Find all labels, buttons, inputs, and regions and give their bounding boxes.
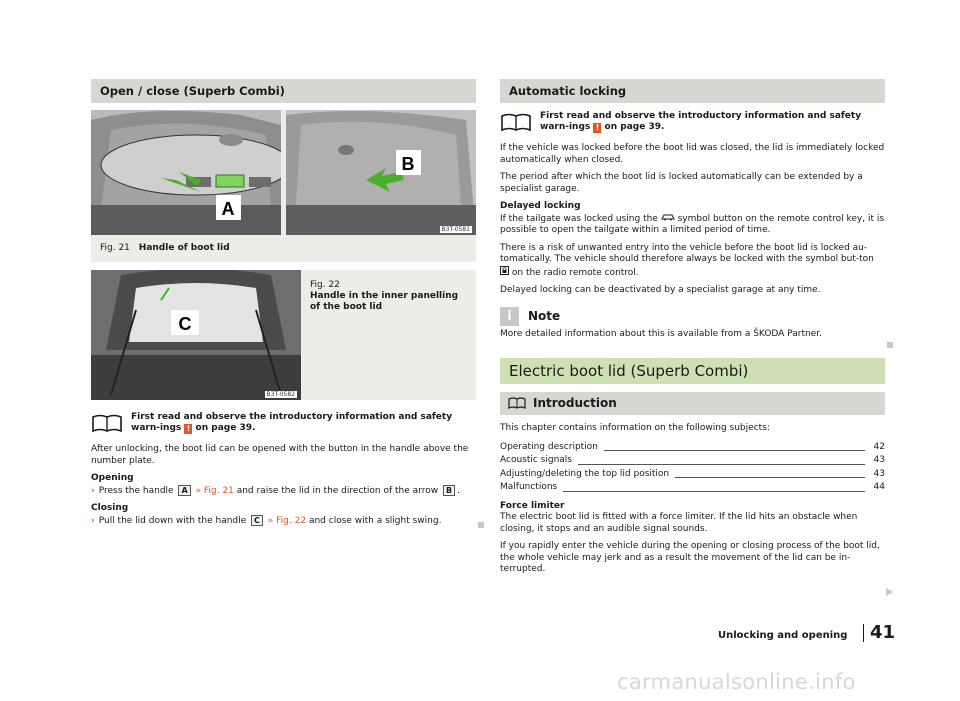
delayed-locking-heading: Delayed locking xyxy=(500,201,581,211)
section-title-open-close: Open / close (Superb Combi) xyxy=(91,79,476,103)
figure-22-image-boot-interior xyxy=(91,270,301,400)
force-limiter-heading: Force limiter xyxy=(500,500,565,511)
figure-22 xyxy=(91,270,476,400)
closing-heading: Closing xyxy=(91,503,129,513)
figure-22-code: B3T-0582 xyxy=(266,391,295,398)
closing-fig-ref[interactable]: » Fig. 22 xyxy=(267,515,307,526)
toc-item-label: Malfunctions xyxy=(500,482,558,492)
footer-divider xyxy=(863,624,864,642)
force-limiter-text: The electric boot lid is fitted with a force limiter. If the lid hits an obstacle when closing, it stops and an audible signal sounds. xyxy=(500,512,858,534)
toc-leader xyxy=(604,450,865,451)
left-paragraph-1: After unlocking, the boot lid can be opened with the button in the handle above the number plate. xyxy=(91,444,469,466)
watermark: carmanualsonline.info xyxy=(617,670,856,694)
closing-text-2: and close with a slight swing. xyxy=(308,515,442,526)
toc-item-page: 43 xyxy=(873,455,885,465)
page-number: 41 xyxy=(870,622,896,643)
toc-leader xyxy=(563,491,865,492)
closing-step xyxy=(91,515,476,528)
toc-item[interactable] xyxy=(500,468,885,482)
opening-heading: Opening xyxy=(91,473,134,483)
figure-22-caption xyxy=(310,280,470,313)
figure-21-code: B3T-0581 xyxy=(441,226,470,233)
right-safety-warning xyxy=(500,111,885,137)
page-footer xyxy=(700,622,900,646)
p4-text-1: There is a risk of unwanted entry into the vehicle before the boot lid is locked au-tomatically. The vehicle should therefore always be locked with the symbol but-ton xyxy=(500,242,874,264)
exclamation-icon: ! xyxy=(593,123,601,133)
note-text: More detailed information about this is available from a ŠKODA Partner. xyxy=(500,328,822,339)
right-warning-text: First read and observe the introductory information and safety warn-ings xyxy=(540,111,862,132)
figure-21-label-b: B xyxy=(401,154,415,174)
delayed-text-1: If the tailgate was locked using the xyxy=(500,213,658,224)
opening-fig-ref[interactable]: » Fig. 21 xyxy=(195,485,234,496)
toc-item-page: 43 xyxy=(873,468,885,479)
p4-text-2: on the radio remote control. xyxy=(511,267,639,278)
continue-arrow-icon xyxy=(886,588,893,596)
right-paragraph-4 xyxy=(500,243,885,280)
lock-button-icon xyxy=(500,266,509,275)
book-icon xyxy=(91,413,123,433)
figure-22-label-c: C xyxy=(178,314,192,334)
figure-21-number: Fig. 21 xyxy=(100,243,130,253)
opening-end: . xyxy=(457,485,460,496)
tag-a: A xyxy=(178,485,190,496)
right-paragraph-2: The period after which the boot lid is locked automatically can be extended by a specialist garage. xyxy=(500,172,863,194)
right-paragraph-1: If the vehicle was locked before the boot lid was closed, the lid is immediately locked automatically when closed. xyxy=(500,143,885,165)
left-warning-text: First read and observe the introductory information and safety warn-ings xyxy=(131,412,453,433)
tag-b: B xyxy=(443,485,455,496)
toc-item-label: Adjusting/deleting the top lid position xyxy=(500,468,670,479)
footer-chapter-label: Unlocking and opening xyxy=(718,630,848,641)
toc-item-page: 44 xyxy=(873,482,885,492)
opening-step xyxy=(91,485,476,498)
introduction-text: This chapter contains information on the following subjects: xyxy=(500,423,770,433)
toc-item-label: Operating description xyxy=(500,441,598,452)
step-arrow-icon: › xyxy=(91,515,95,526)
toc-item[interactable] xyxy=(500,441,885,455)
toc-item-label: Acoustic signals xyxy=(500,455,572,465)
step-arrow-icon: › xyxy=(91,485,95,496)
car-lock-symbol-icon xyxy=(661,213,675,221)
section-end-marker xyxy=(478,522,484,528)
book-icon xyxy=(508,397,526,409)
opening-text-2: and raise the lid in the direction of the arrow xyxy=(236,485,439,496)
right-column xyxy=(500,79,885,576)
toc-leader xyxy=(578,464,865,465)
toc-list xyxy=(500,441,885,495)
opening-text-1: Press the handle xyxy=(98,485,174,496)
book-icon xyxy=(500,112,532,132)
closing-text-1: Pull the lid down with the handle xyxy=(98,515,247,526)
figure-21-image-handle xyxy=(91,110,281,235)
left-safety-warning xyxy=(91,412,476,438)
section-end-marker xyxy=(887,342,893,348)
toc-item-page: 42 xyxy=(873,441,885,452)
section-title-automatic-locking: Automatic locking xyxy=(500,79,885,103)
introduction-title: Introduction xyxy=(533,396,617,410)
delayed-locking-text xyxy=(500,213,885,237)
delayed-text-2: symbol button on the remote control key, it is possible to open the tailgate within a limited period of time. xyxy=(500,213,885,235)
figure-21 xyxy=(91,110,476,262)
figure-22-number: Fig. 22 xyxy=(310,280,340,290)
figure-21-label-a: A xyxy=(221,199,235,219)
left-column xyxy=(91,79,476,527)
info-icon: i xyxy=(500,307,519,326)
figure-21-image-arrow xyxy=(286,110,476,235)
figure-22-title: Handle in the inner panelling of the boot lid xyxy=(310,291,459,312)
figure-21-caption xyxy=(100,243,230,253)
toc-item[interactable] xyxy=(500,454,885,468)
note-header xyxy=(500,307,885,329)
left-warning-page: on page 39. xyxy=(195,423,256,433)
toc-item[interactable] xyxy=(500,481,885,495)
introduction-header xyxy=(500,392,885,415)
right-warning-page: on page 39. xyxy=(604,122,665,132)
toc-leader xyxy=(675,477,865,478)
tag-c: C xyxy=(251,515,263,526)
note-title: Note xyxy=(528,308,561,323)
right-last-paragraph: If you rapidly enter the vehicle during the opening or closing process of the boot lid, the whole vehicle may jerk and as a result the movement of the lid can be in-terrupted. xyxy=(500,541,880,574)
right-paragraph-5: Delayed locking can be deactivated by a specialist garage at any time. xyxy=(500,285,821,295)
figure-21-title: Handle of boot lid xyxy=(138,243,230,253)
exclamation-icon: ! xyxy=(184,424,192,434)
chapter-title: Electric boot lid (Superb Combi) xyxy=(500,358,885,384)
